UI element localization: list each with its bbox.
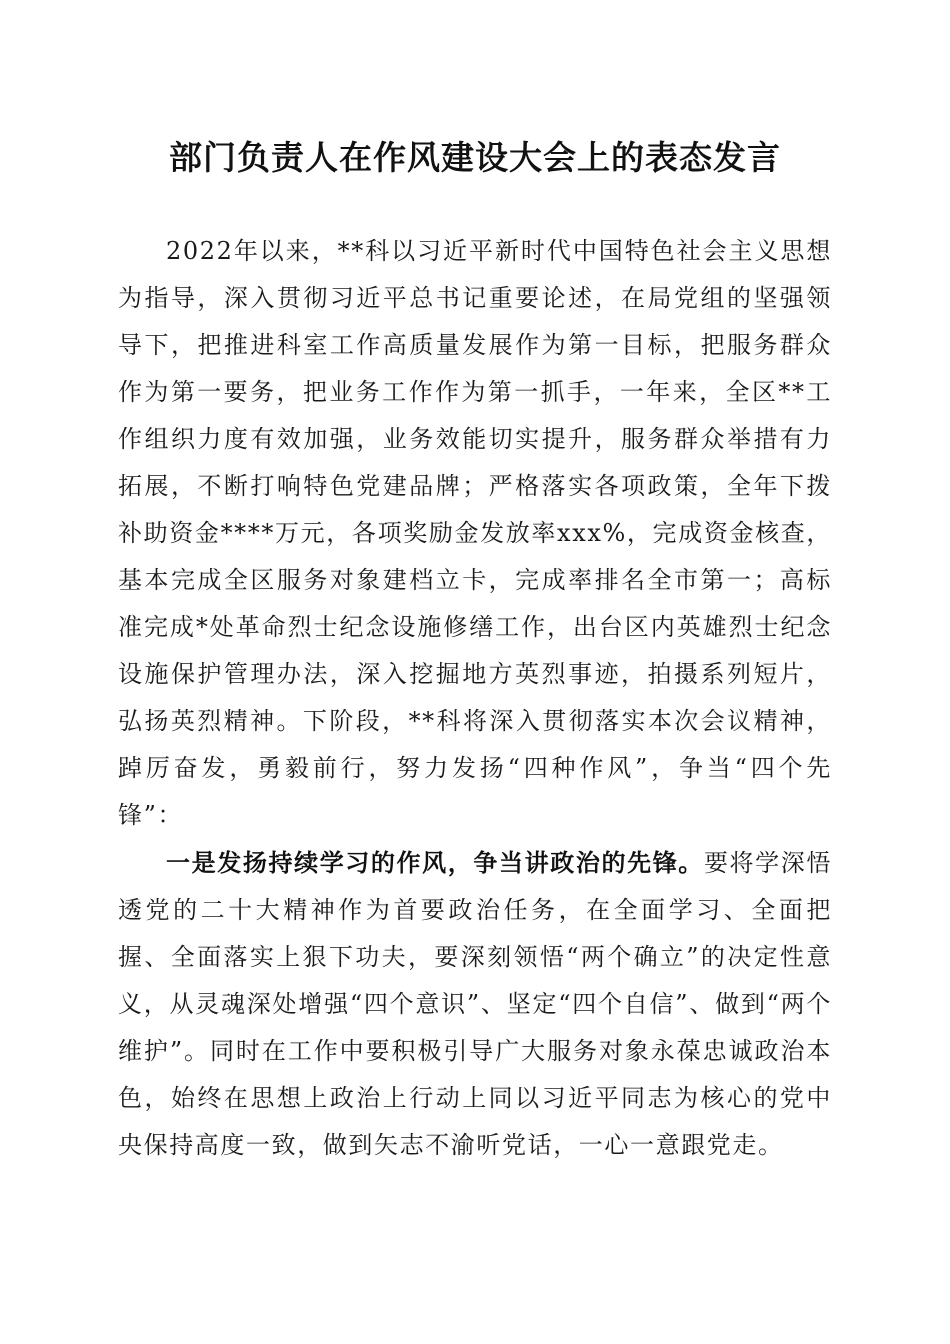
paragraph-point-one-text: 要将学深悟透党的二十大精神作为首要政治任务，在全面学习、全面把握、全面落实上狠下功夫，要深刻领悟“两个确立”的决定性意义，从灵魂深处增强“四个意识”、坚定“四个自信”、做到“两个维护”。同时在工作中要积极引导广大服务对象永葆忠诚政治本色，始终在思想上政治上行动上同以习近平同志为核心的党中央保持高度一致，做到矢志不渝听党话，一心一意跟党走。 — [118, 849, 832, 1159]
paragraph-point-one — [118, 839, 832, 1169]
paragraph-intro: 2022年以来，**科以习近平新时代中国特色社会主义思想为指导，深入贯彻习近平总书记重要论述，在局党组的坚强领导下，把推进科室工作高质量发展作为第一目标，把服务群众作为第一要务，把业务工作作为第一抓手，一年来，全区**工作组织力度有效加强，业务效能切实提升，服务群众举措有力拓展，不断打响特色党建品牌；严格落实各项政策，全年下拨补助资金****万元，各项奖励金发放率xxx%，完成资金核查，基本完成全区服务对象建档立卡，完成率排名全市第一；高标准完成*处革命烈士纪念设施修缮工作，出台区内英雄烈士纪念设施保护管理办法，深入挖掘地方英烈事迹，拍摄系列短片，弘扬英烈精神。下阶段，**科将深入贯彻落实本次会议精神，踔厉奋发，勇毅前行，努力发扬“四种作风”，争当“四个先锋”： — [118, 237, 832, 829]
paragraph-point-one-lead: 一是发扬持续学习的作风，争当讲政治的先锋。 — [166, 848, 704, 877]
document-body — [118, 228, 832, 1169]
document-title: 部门负责人在作风建设大会上的表态发言 — [169, 138, 781, 177]
